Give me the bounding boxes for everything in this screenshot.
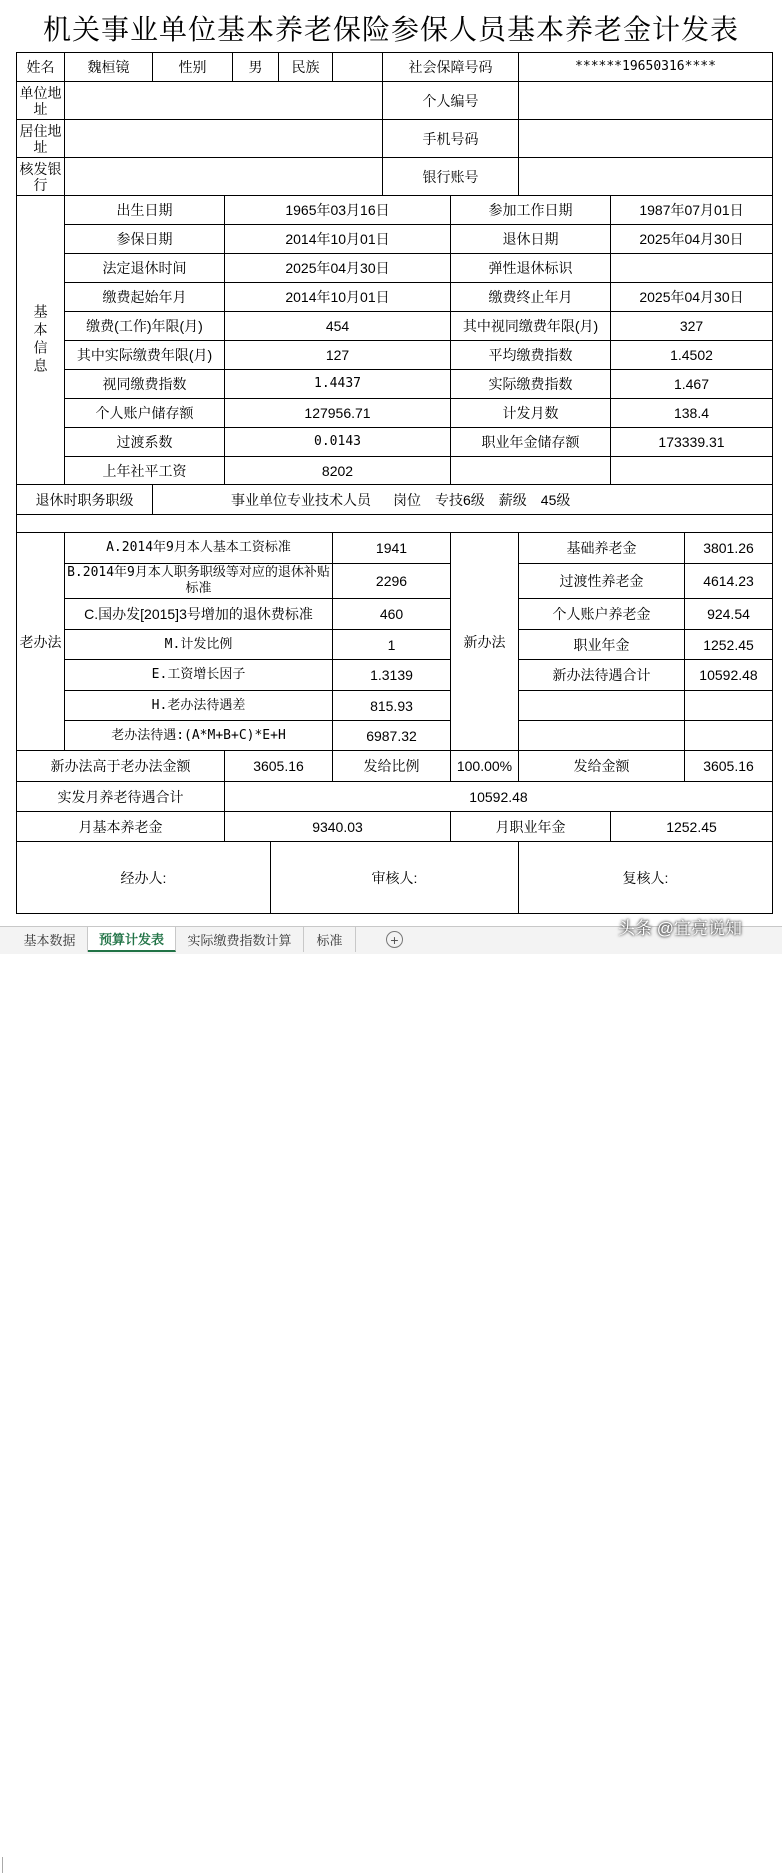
- ratio-value[interactable]: 100.00%: [451, 751, 519, 782]
- deemed-years-value[interactable]: 327: [611, 312, 773, 341]
- ratio-label[interactable]: 发给比例: [333, 751, 451, 782]
- legal-retire-label[interactable]: 法定退休时间: [65, 254, 225, 283]
- old-total-value[interactable]: 6987.32: [333, 721, 451, 751]
- basic-info-section-label[interactable]: 基本信息: [17, 196, 65, 485]
- old-m-label[interactable]: M.计发比例: [65, 630, 333, 660]
- tab-budget-sheet[interactable]: 预算计发表: [88, 927, 176, 952]
- ethnicity-label[interactable]: 民族: [279, 53, 333, 82]
- add-sheet-icon[interactable]: +: [386, 931, 403, 948]
- position-value[interactable]: [153, 485, 773, 515]
- deemed-index-value[interactable]: 1.4437: [225, 370, 451, 399]
- old-e-label[interactable]: E.工资增长因子: [65, 660, 333, 691]
- old-b-value[interactable]: 2296: [333, 564, 451, 599]
- actual-index-label[interactable]: 实际缴费指数: [451, 370, 611, 399]
- deemed-years-label[interactable]: 其中视同缴费年限(月): [451, 312, 611, 341]
- page-title: 机关事业单位基本养老保险参保人员基本养老金计发表: [42, 13, 739, 46]
- grade-value: 45级: [540, 491, 571, 508]
- pay-start-value[interactable]: 2014年10月01日: [225, 283, 451, 312]
- grant-label[interactable]: 发给金额: [519, 751, 685, 782]
- avg-wage-value[interactable]: 8202: [225, 457, 451, 485]
- insured-date-value[interactable]: 2014年10月01日: [225, 225, 451, 254]
- empty-row[interactable]: [17, 515, 773, 533]
- old-c-label[interactable]: C.国办发[2015]3号增加的退休费标准: [65, 599, 333, 630]
- deemed-index-label[interactable]: 视同缴费指数: [65, 370, 225, 399]
- retire-date-value[interactable]: 2025年04月30日: [611, 225, 773, 254]
- old-m-value[interactable]: 1: [333, 630, 451, 660]
- bank-value[interactable]: [65, 158, 383, 196]
- account-balance-label[interactable]: 个人账户储存额: [65, 399, 225, 428]
- old-e-value[interactable]: 1.3139: [333, 660, 451, 691]
- new-total-value[interactable]: 10592.48: [685, 660, 773, 691]
- basic-pension-label[interactable]: 基础养老金: [519, 533, 685, 564]
- empty-cell[interactable]: [519, 721, 685, 751]
- old-b-label[interactable]: B.2014年9月本人职务职级等对应的退休补贴标准: [65, 564, 333, 599]
- old-a-value[interactable]: 1941: [333, 533, 451, 564]
- transition-pension-value[interactable]: 4614.23: [685, 564, 773, 599]
- actual-index-value[interactable]: 1.467: [611, 370, 773, 399]
- account-pension-label[interactable]: 个人账户养老金: [519, 599, 685, 630]
- grade-label: 薪级: [498, 491, 527, 508]
- pay-end-label[interactable]: 缴费终止年月: [451, 283, 611, 312]
- name-label[interactable]: 姓名: [17, 53, 65, 82]
- monthly-basic-label[interactable]: 月基本养老金: [17, 812, 225, 842]
- avg-index-label[interactable]: 平均缴费指数: [451, 341, 611, 370]
- post-value: 专技6级: [435, 491, 485, 508]
- pay-years-label[interactable]: 缴费(工作)年限(月): [65, 312, 225, 341]
- old-method-label[interactable]: 老办法: [17, 533, 65, 751]
- avg-index-value[interactable]: 1.4502: [611, 341, 773, 370]
- old-a-label[interactable]: A.2014年9月本人基本工资标准: [65, 533, 333, 564]
- old-h-value[interactable]: 815.93: [333, 691, 451, 721]
- months-value[interactable]: 138.4: [611, 399, 773, 428]
- basic-pension-value[interactable]: 3801.26: [685, 533, 773, 564]
- work-start-label[interactable]: 参加工作日期: [451, 196, 611, 225]
- unit-address-value[interactable]: [65, 82, 383, 120]
- new-method-label[interactable]: 新办法: [451, 533, 519, 751]
- diff-label[interactable]: 新办法高于老办法金额: [17, 751, 225, 782]
- tab-standard[interactable]: 标准: [304, 927, 356, 952]
- avg-wage-label[interactable]: 上年社平工资: [65, 457, 225, 485]
- empty-cell[interactable]: [685, 691, 773, 721]
- monthly-total-value[interactable]: 10592.48: [225, 782, 773, 812]
- monthly-total-label[interactable]: 实发月养老待遇合计: [17, 782, 225, 812]
- actual-years-value[interactable]: 127: [225, 341, 451, 370]
- annuity-label[interactable]: 职业年金: [519, 630, 685, 660]
- home-address-value[interactable]: [65, 120, 383, 158]
- watermark: 头条 @宜亮说知: [618, 919, 742, 938]
- account-balance-value[interactable]: 127956.71: [225, 399, 451, 428]
- unit-address-label[interactable]: 单位地址: [17, 82, 65, 120]
- pension-table: [16, 52, 773, 914]
- annuity-value[interactable]: 1252.45: [685, 630, 773, 660]
- bank-label[interactable]: 核发银行: [17, 158, 65, 196]
- pay-years-value[interactable]: 454: [225, 312, 451, 341]
- old-total-label[interactable]: 老办法待遇:(A*M+B+C)*E+H: [65, 721, 333, 751]
- home-address-label[interactable]: 居住地址: [17, 120, 65, 158]
- new-total-label[interactable]: 新办法待遇合计: [519, 660, 685, 691]
- reviewer-signature[interactable]: 审核人:: [271, 842, 519, 914]
- pay-start-label[interactable]: 缴费起始年月: [65, 283, 225, 312]
- phone-label[interactable]: 手机号码: [383, 120, 519, 158]
- flex-retire-label[interactable]: 弹性退休标识: [451, 254, 611, 283]
- transition-coef-value[interactable]: 0.0143: [225, 428, 451, 457]
- old-h-label[interactable]: H.老办法待遇差: [65, 691, 333, 721]
- ethnicity-value[interactable]: [333, 53, 383, 82]
- handler-signature[interactable]: 经办人:: [17, 842, 271, 914]
- bank-account-label[interactable]: 银行账号: [383, 158, 519, 196]
- tab-scroll-handle[interactable]: [2, 1857, 11, 1873]
- tab-basic-data[interactable]: 基本数据: [12, 927, 88, 952]
- retire-date-label[interactable]: 退休日期: [451, 225, 611, 254]
- empty-cell[interactable]: [611, 457, 773, 485]
- gender-value[interactable]: 男: [233, 53, 279, 82]
- position-type: 事业单位专业技术人员: [231, 491, 371, 508]
- personal-id-label[interactable]: 个人编号: [383, 82, 519, 120]
- ssn-label[interactable]: 社会保障号码: [383, 53, 519, 82]
- diff-value[interactable]: 3605.16: [225, 751, 333, 782]
- annuity-balance-value[interactable]: 173339.31: [611, 428, 773, 457]
- pay-end-value[interactable]: 2025年04月30日: [611, 283, 773, 312]
- name-value[interactable]: 魏桓镜: [65, 53, 153, 82]
- bank-account-value[interactable]: [519, 158, 773, 196]
- position-label[interactable]: 退休时职务职级: [17, 485, 153, 515]
- gender-label[interactable]: 性别: [153, 53, 233, 82]
- tab-actual-index[interactable]: 实际缴费指数计算: [176, 927, 304, 952]
- empty-cell[interactable]: [451, 457, 611, 485]
- flex-retire-value[interactable]: [611, 254, 773, 283]
- insured-date-label[interactable]: 参保日期: [65, 225, 225, 254]
- grant-value[interactable]: 3605.16: [685, 751, 773, 782]
- personal-id-value[interactable]: [519, 82, 773, 120]
- birth-date-label[interactable]: 出生日期: [65, 196, 225, 225]
- months-label[interactable]: 计发月数: [451, 399, 611, 428]
- phone-value[interactable]: [519, 120, 773, 158]
- monthly-annuity-label[interactable]: 月职业年金: [451, 812, 611, 842]
- legal-retire-value[interactable]: 2025年04月30日: [225, 254, 451, 283]
- work-start-value[interactable]: 1987年07月01日: [611, 196, 773, 225]
- empty-cell[interactable]: [519, 691, 685, 721]
- transition-coef-label[interactable]: 过渡系数: [65, 428, 225, 457]
- empty-cell[interactable]: [685, 721, 773, 751]
- ssn-value[interactable]: ******19650316****: [519, 53, 773, 82]
- monthly-annuity-value[interactable]: 1252.45: [611, 812, 773, 842]
- transition-pension-label[interactable]: 过渡性养老金: [519, 564, 685, 599]
- birth-date-value[interactable]: 1965年03月16日: [225, 196, 451, 225]
- post-label: 岗位: [393, 491, 421, 508]
- old-c-value[interactable]: 460: [333, 599, 451, 630]
- annuity-balance-label[interactable]: 职业年金储存额: [451, 428, 611, 457]
- actual-years-label[interactable]: 其中实际缴费年限(月): [65, 341, 225, 370]
- rechecker-signature[interactable]: 复核人:: [519, 842, 773, 914]
- monthly-basic-value[interactable]: 9340.03: [225, 812, 451, 842]
- account-pension-value[interactable]: 924.54: [685, 599, 773, 630]
